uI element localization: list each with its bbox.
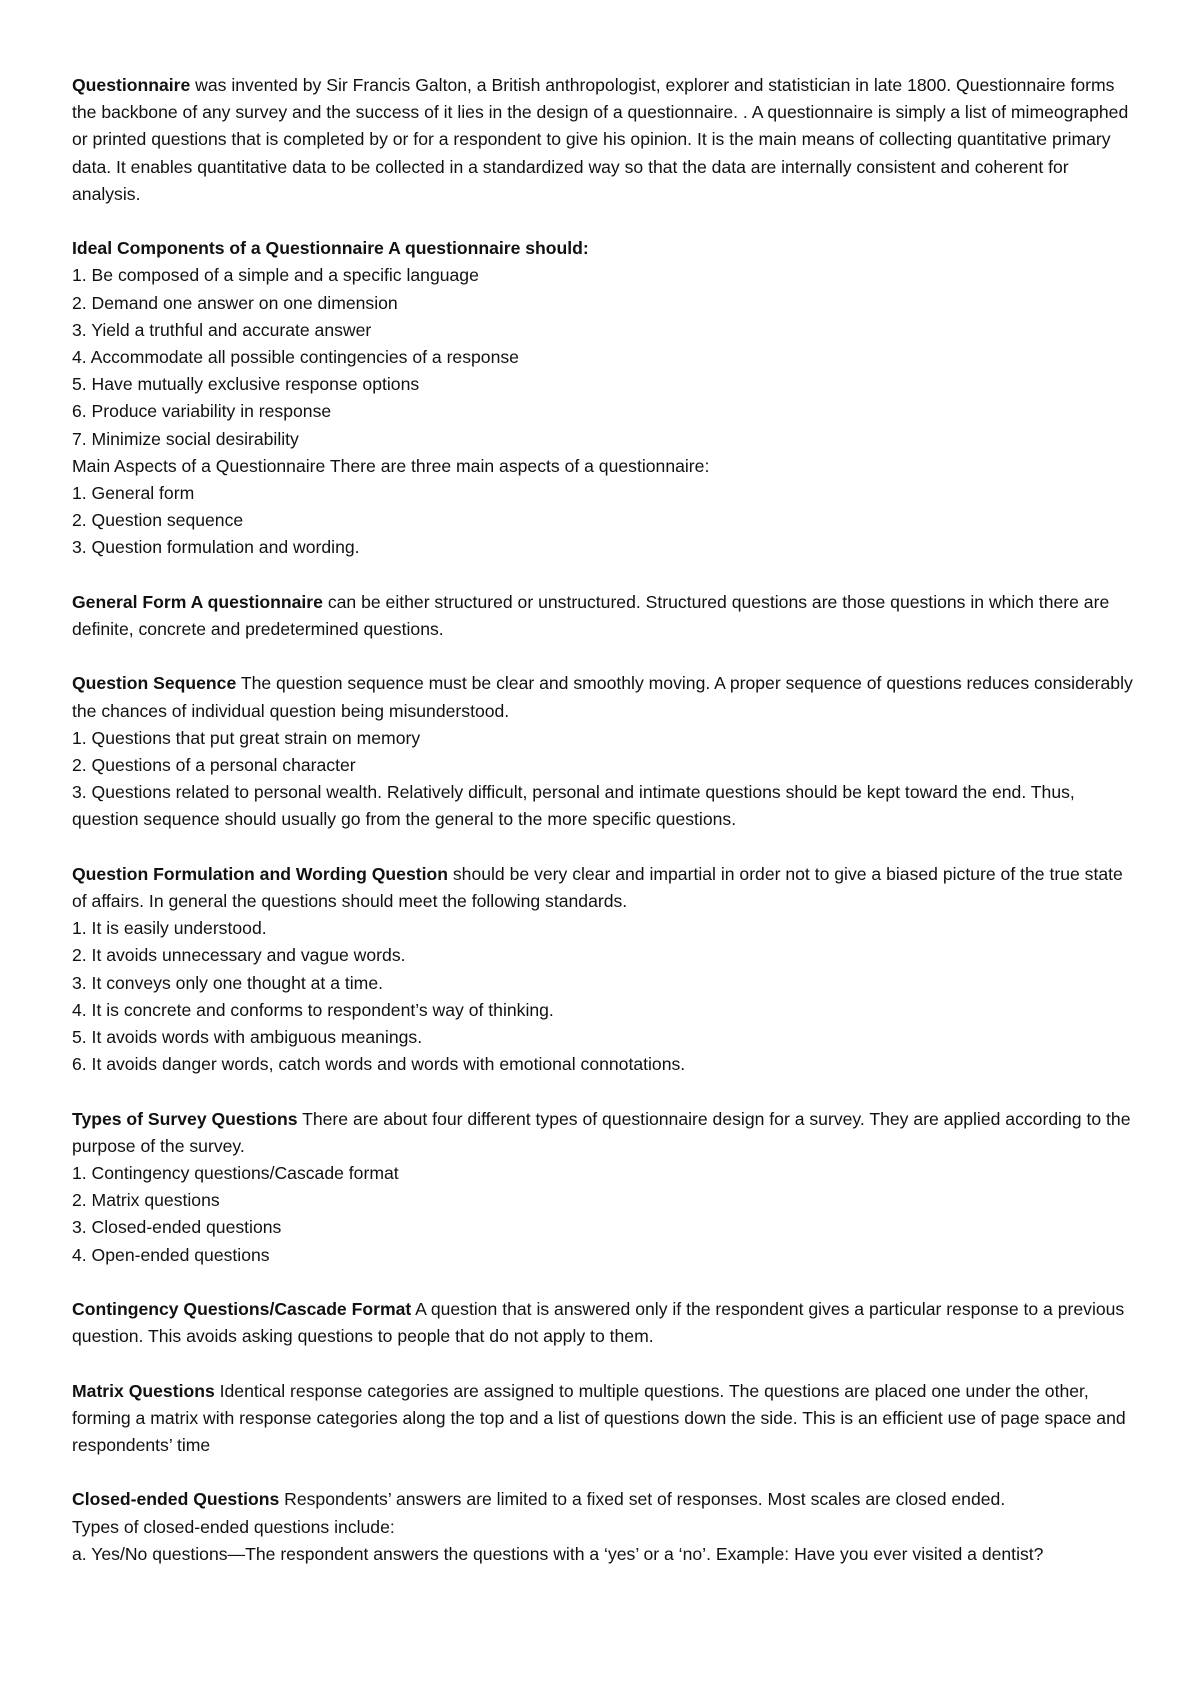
question-sequence-heading: Question Sequence [72,673,237,694]
ideal-components-heading: Ideal Components of a Questionnaire A questionnaire should: [72,238,589,259]
contingency-heading: Contingency Questions/Cascade Format [72,1299,412,1320]
intro-paragraph [72,72,1140,208]
closed-ended-section [72,1486,1140,1568]
list-item: 5. Have mutually exclusive response options [72,374,420,395]
list-item: 3. It conveys only one thought at a time. [72,972,384,993]
spacer [72,643,1140,670]
list-item: 2. It avoids unnecessary and vague words. [72,945,406,966]
spacer [72,1459,1140,1486]
list-item: 4. It is concrete and conforms to respondent’s way of thinking. [72,999,554,1020]
matrix-heading: Matrix Questions [72,1380,215,1401]
list-item: 4. Accommodate all possible contingencies of a response [72,347,519,368]
spacer [72,1269,1140,1296]
ideal-components-section [72,235,1140,561]
spacer [72,1078,1140,1105]
list-item: 1. Questions that put great strain on memory [72,727,421,748]
spacer [72,208,1140,235]
general-form-heading: General Form A questionnaire [72,591,323,612]
spacer [72,562,1140,589]
closed-ended-paragraph: Closed-ended Questions Respondents’ answers are limited to a fixed set of responses. Most scales are closed ended. [72,1489,1006,1510]
spacer [72,1350,1140,1377]
intro-heading: Questionnaire [72,75,191,95]
list-item: 5. It avoids words with ambiguous meanings. [72,1027,423,1048]
intro-text: was invented by Sir Francis Galton, a British anthropologist, explorer and statistician in late 1800. Questionnaire forms the backbone of any survey and the success of it lies in the design of a questionnaire. . A questionnaire is simply a list of mimeographed or printed questions that is completed by or for a respondent to give his opinion. It is the main means of collecting quantitative primary data. It enables quantitative data to be collected in a standardized way so that the data are internally consistent and coherent for analysis. [72,75,1129,204]
list-item: 1. It is easily understood. [72,918,267,939]
types-heading: Types of Survey Questions [72,1108,298,1129]
list-item: 3. Yield a truthful and accurate answer [72,319,372,340]
list-item: 1. Contingency questions/Cascade format [72,1163,399,1184]
types-section [72,1106,1140,1269]
contingency-paragraph: Contingency Questions/Cascade Format A question that is answered only if the respondent gives a particular response to a previous question. This avoids asking questions to people that do not apply to them. [72,1299,1125,1347]
list-item: 2. Matrix questions [72,1190,220,1211]
types-paragraph: Types of Survey Questions There are about four different types of questionnaire design for a survey. They are applied according to the purpose of the survey. [72,1108,1131,1156]
list-item: a. Yes/No questions—The respondent answers the questions with a ‘yes’ or a ‘no’. Example: Have you ever visited a dentist? [72,1543,1044,1564]
closed-ended-heading: Closed-ended Questions [72,1489,280,1510]
list-item: 7. Minimize social desirability [72,428,299,449]
list-item: 6. Produce variability in response [72,401,332,422]
main-aspects-heading: Main Aspects of a Questionnaire There are three main aspects of a questionnaire: [72,455,710,476]
closed-ended-types-line: Types of closed-ended questions include: [72,1516,395,1537]
list-item: 2. Demand one answer on one dimension [72,292,398,313]
matrix-paragraph: Matrix Questions Identical response categories are assigned to multiple questions. The questions are placed one under the other, forming a matrix with response categories along the top and a list of questions down the side. This is an efficient use of page space and respondents’ time [72,1380,1126,1456]
formulation-section [72,861,1140,1079]
general-form-paragraph: General Form A questionnaire can be either structured or unstructured. Structured questions are those questions in which there are definite, concrete and predetermined questions. [72,591,1110,640]
list-item: 3. Questions related to personal wealth. Relatively difficult, personal and intimate questions should be kept toward the end. Thus, question sequence should usually go from the general to the more specific questions. [72,782,1075,830]
question-sequence-section [72,670,1140,833]
formulation-heading: Question Formulation and Wording Question [72,863,448,884]
question-sequence-paragraph: Question Sequence The question sequence must be clear and smoothly moving. A proper sequence of questions reduces considerably the chances of individual question being misunderstood. [72,673,1133,721]
list-item: 1. General form [72,483,195,504]
formulation-paragraph: Question Formulation and Wording Question should be very clear and impartial in order not to give a biased picture of the true state of affairs. In general the questions should meet the following standards. [72,863,1123,912]
spacer [72,834,1140,861]
list-item: 1. Be composed of a simple and a specific language [72,265,479,286]
list-item: 2. Question sequence [72,510,244,531]
list-item: 4. Open-ended questions [72,1244,270,1265]
list-item: 3. Closed-ended questions [72,1217,282,1238]
list-item: 3. Question formulation and wording. [72,537,360,558]
list-item: 2. Questions of a personal character [72,755,356,776]
list-item: 6. It avoids danger words, catch words and words with emotional connotations. [72,1054,686,1075]
